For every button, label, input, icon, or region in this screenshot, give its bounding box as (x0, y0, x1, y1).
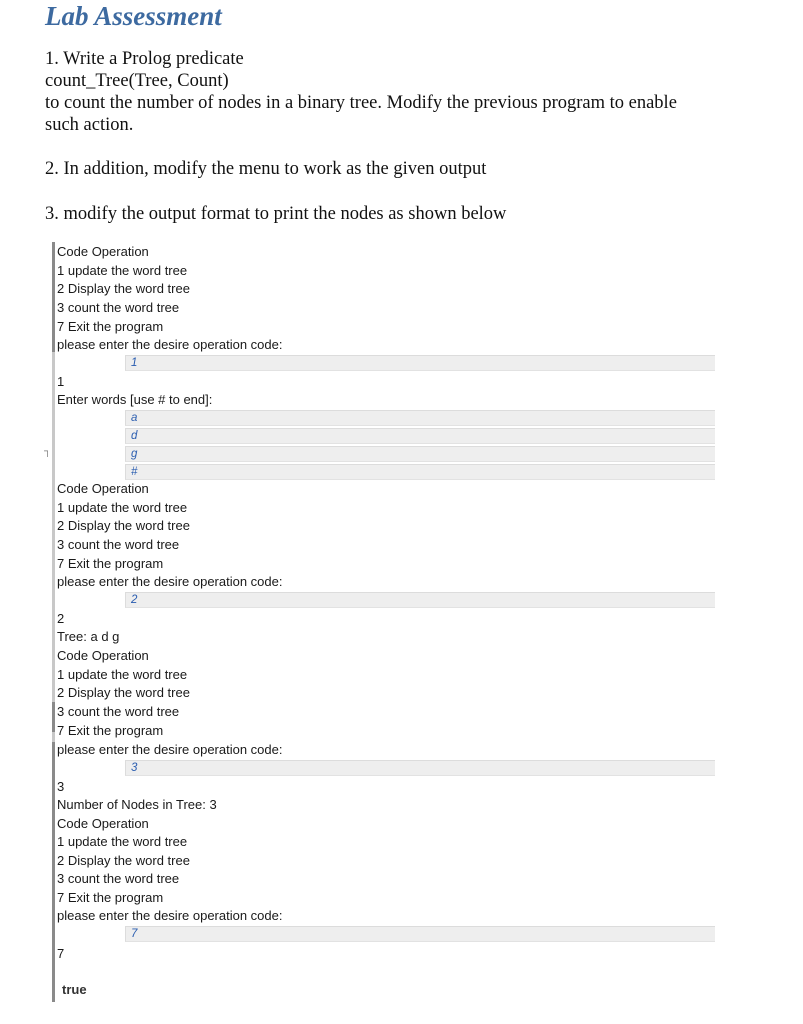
menu-header: Code Operation (57, 244, 149, 259)
q1-line3: to count the number of nodes in a binary tree. Modify the previous program to enable (45, 93, 677, 113)
input-value: a (131, 412, 138, 424)
count-output: Number of Nodes in Tree: 3 (57, 797, 217, 812)
menu-item-2: 2 Display the word tree (57, 685, 190, 700)
menu-header: Code Operation (57, 648, 149, 663)
q1-line4: such action. (45, 115, 134, 135)
menu-item-2: 2 Display the word tree (57, 853, 190, 868)
echo-line: 7 (57, 946, 65, 961)
console-output (52, 242, 717, 1002)
echo-line: 2 (57, 611, 65, 626)
doc-title: Lab Assessment (45, 1, 222, 31)
menu-item-7: 7 Exit the program (57, 319, 164, 334)
menu-item-1: 1 update the word tree (57, 667, 188, 682)
menu-item-3: 3 count the word tree (57, 300, 180, 315)
menu-header: Code Operation (57, 481, 149, 496)
tree-output: Tree: a d g (57, 629, 120, 644)
word-input[interactable] (125, 446, 715, 462)
menu-item-2: 2 Display the word tree (57, 281, 190, 296)
q2-text: 2. In addition, modify the menu to work as the given output (45, 159, 487, 179)
q3-text: 3. modify the output format to print the nodes as shown below (45, 204, 507, 224)
menu-item-3: 3 count the word tree (57, 537, 180, 552)
menu-item-1: 1 update the word tree (57, 263, 188, 278)
input-value: 1 (131, 357, 138, 369)
console-bar (52, 242, 55, 352)
menu-item-1: 1 update the word tree (57, 500, 188, 515)
code-input[interactable] (125, 760, 715, 776)
menu-header: Code Operation (57, 816, 149, 831)
q1-line2: count_Tree(Tree, Count) (45, 71, 229, 91)
input-value: d (131, 430, 138, 442)
input-value: g (131, 448, 138, 460)
input-value: 7 (131, 928, 138, 940)
side-mark: ┐ (44, 446, 52, 457)
q1-line1: 1. Write a Prolog predicate (45, 49, 244, 69)
menu-item-7: 7 Exit the program (57, 890, 164, 905)
input-value: 2 (131, 594, 138, 606)
input-value: 3 (131, 762, 138, 774)
menu-item-7: 7 Exit the program (57, 556, 164, 571)
menu-item-3: 3 count the word tree (57, 704, 180, 719)
menu-item-3: 3 count the word tree (57, 871, 180, 886)
word-input[interactable] (125, 464, 715, 480)
prompt: please enter the desire operation code: (57, 337, 283, 352)
echo-line: 1 (57, 374, 65, 389)
menu-item-1: 1 update the word tree (57, 834, 188, 849)
code-input[interactable] (125, 355, 715, 371)
menu-item-2: 2 Display the word tree (57, 518, 190, 533)
code-input[interactable] (125, 926, 715, 942)
menu-item-7: 7 Exit the program (57, 723, 164, 738)
result-true: true (62, 982, 87, 997)
word-input[interactable] (125, 410, 715, 426)
prompt: please enter the desire operation code: (57, 908, 283, 923)
word-input[interactable] (125, 428, 715, 444)
prompt: please enter the desire operation code: (57, 574, 283, 589)
console-bar (52, 742, 55, 1002)
echo-line: 3 (57, 779, 65, 794)
code-input[interactable] (125, 592, 715, 608)
prompt: please enter the desire operation code: (57, 742, 283, 757)
console-bar (52, 702, 55, 732)
input-value: # (131, 466, 138, 478)
enter-words-prompt: Enter words [use # to end]: (57, 392, 213, 407)
